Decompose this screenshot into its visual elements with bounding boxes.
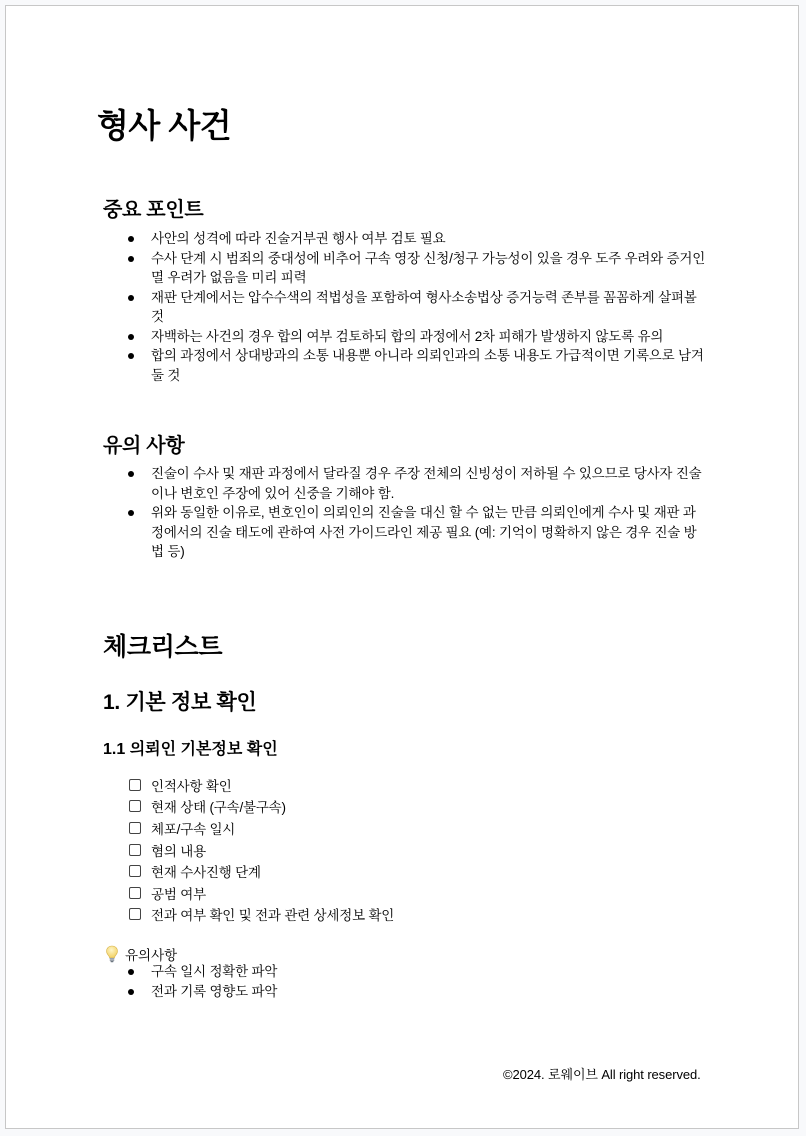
bullet-icon (128, 471, 134, 477)
bullet-icon (128, 510, 134, 516)
lightbulb-icon (105, 945, 119, 963)
section-1-heading: 1. 기본 정보 확인 (103, 691, 257, 714)
checklist-item[interactable]: 혐의 내용 (129, 839, 394, 861)
subsection-1-1-heading: 1.1 의뢰인 기본정보 확인 (103, 741, 278, 758)
page-title: 형사 사건 (97, 107, 232, 144)
note-list (128, 962, 708, 1001)
checklist-item[interactable]: 체포/구속 일시 (129, 817, 394, 839)
checklist-item[interactable]: 공범 여부 (129, 882, 394, 904)
bullet-icon (128, 969, 134, 975)
bullet-icon (128, 295, 134, 301)
checkbox[interactable] (129, 800, 141, 812)
key-points-heading: 중요 포인트 (103, 199, 204, 221)
list-item: 전과 기록 영향도 파악 (128, 982, 708, 1002)
checklist-item[interactable]: 인적사항 확인 (129, 774, 394, 796)
bullet-icon (128, 334, 134, 340)
checkbox[interactable] (129, 865, 141, 877)
checkbox[interactable] (129, 908, 141, 920)
list-item: 구속 일시 정확한 파악 (128, 962, 708, 982)
checklist-item[interactable]: 현재 수사진행 단계 (129, 860, 394, 882)
checklist-heading: 체크리스트 (103, 633, 223, 661)
checkbox[interactable] (129, 887, 141, 899)
list-item: 사안의 성격에 따라 진술거부권 행사 여부 검토 필요 (128, 229, 708, 249)
list-item: 수사 단계 시 범죄의 중대성에 비추어 구속 영장 신청/청구 가능성이 있을 경우 도주 우려와 증거인멸 우려가 없음을 미리 피력 (128, 249, 708, 288)
list-item: 재판 단계에서는 압수수색의 적법성을 포함하여 형사소송법상 증거능력 존부를 꼼꼼하게 살펴볼 것 (128, 288, 708, 327)
list-item: 진술이 수사 및 재판 과정에서 달라질 경우 주장 전체의 신빙성이 저하될 수 있으므로 당사자 진술이나 변호인 주장에 있어 신중을 기해야 함. (128, 464, 708, 503)
list-item: 합의 과정에서 상대방과의 소통 내용뿐 아니라 의뢰인과의 소통 내용도 가급적이면 기록으로 남겨둘 것 (128, 346, 708, 385)
checkbox[interactable] (129, 822, 141, 834)
checkbox[interactable] (129, 844, 141, 856)
list-item: 위와 동일한 이유로, 변호인이 의뢰인의 진술을 대신 할 수 없는 만큼 의뢰인에게 수사 및 재판 과정에서의 진술 태도에 관하여 사전 가이드라인 제공 필요 (예: 기억이 명확하지 않은 경우 진술 방법 등) (128, 503, 708, 562)
list-item: 자백하는 사건의 경우 합의 여부 검토하되 합의 과정에서 2차 피해가 발생하지 않도록 유의 (128, 327, 708, 347)
note-heading: 유의사항 (105, 944, 177, 964)
bullet-icon (128, 236, 134, 242)
checklist-item[interactable]: 전과 여부 확인 및 전과 관련 상세정보 확인 (129, 904, 394, 926)
bullet-icon (128, 353, 134, 359)
cautions-list (128, 464, 708, 562)
copyright-footer: ©2024. 로웨이브 All right reserved. (503, 1067, 701, 1082)
checkbox[interactable] (129, 779, 141, 791)
bullet-icon (128, 989, 134, 995)
bullet-icon (128, 256, 134, 262)
checklist-item[interactable]: 현재 상태 (구속/불구속) (129, 796, 394, 818)
checklist-items (129, 774, 394, 925)
cautions-heading: 유의 사항 (103, 435, 185, 457)
key-points-list (128, 229, 708, 385)
